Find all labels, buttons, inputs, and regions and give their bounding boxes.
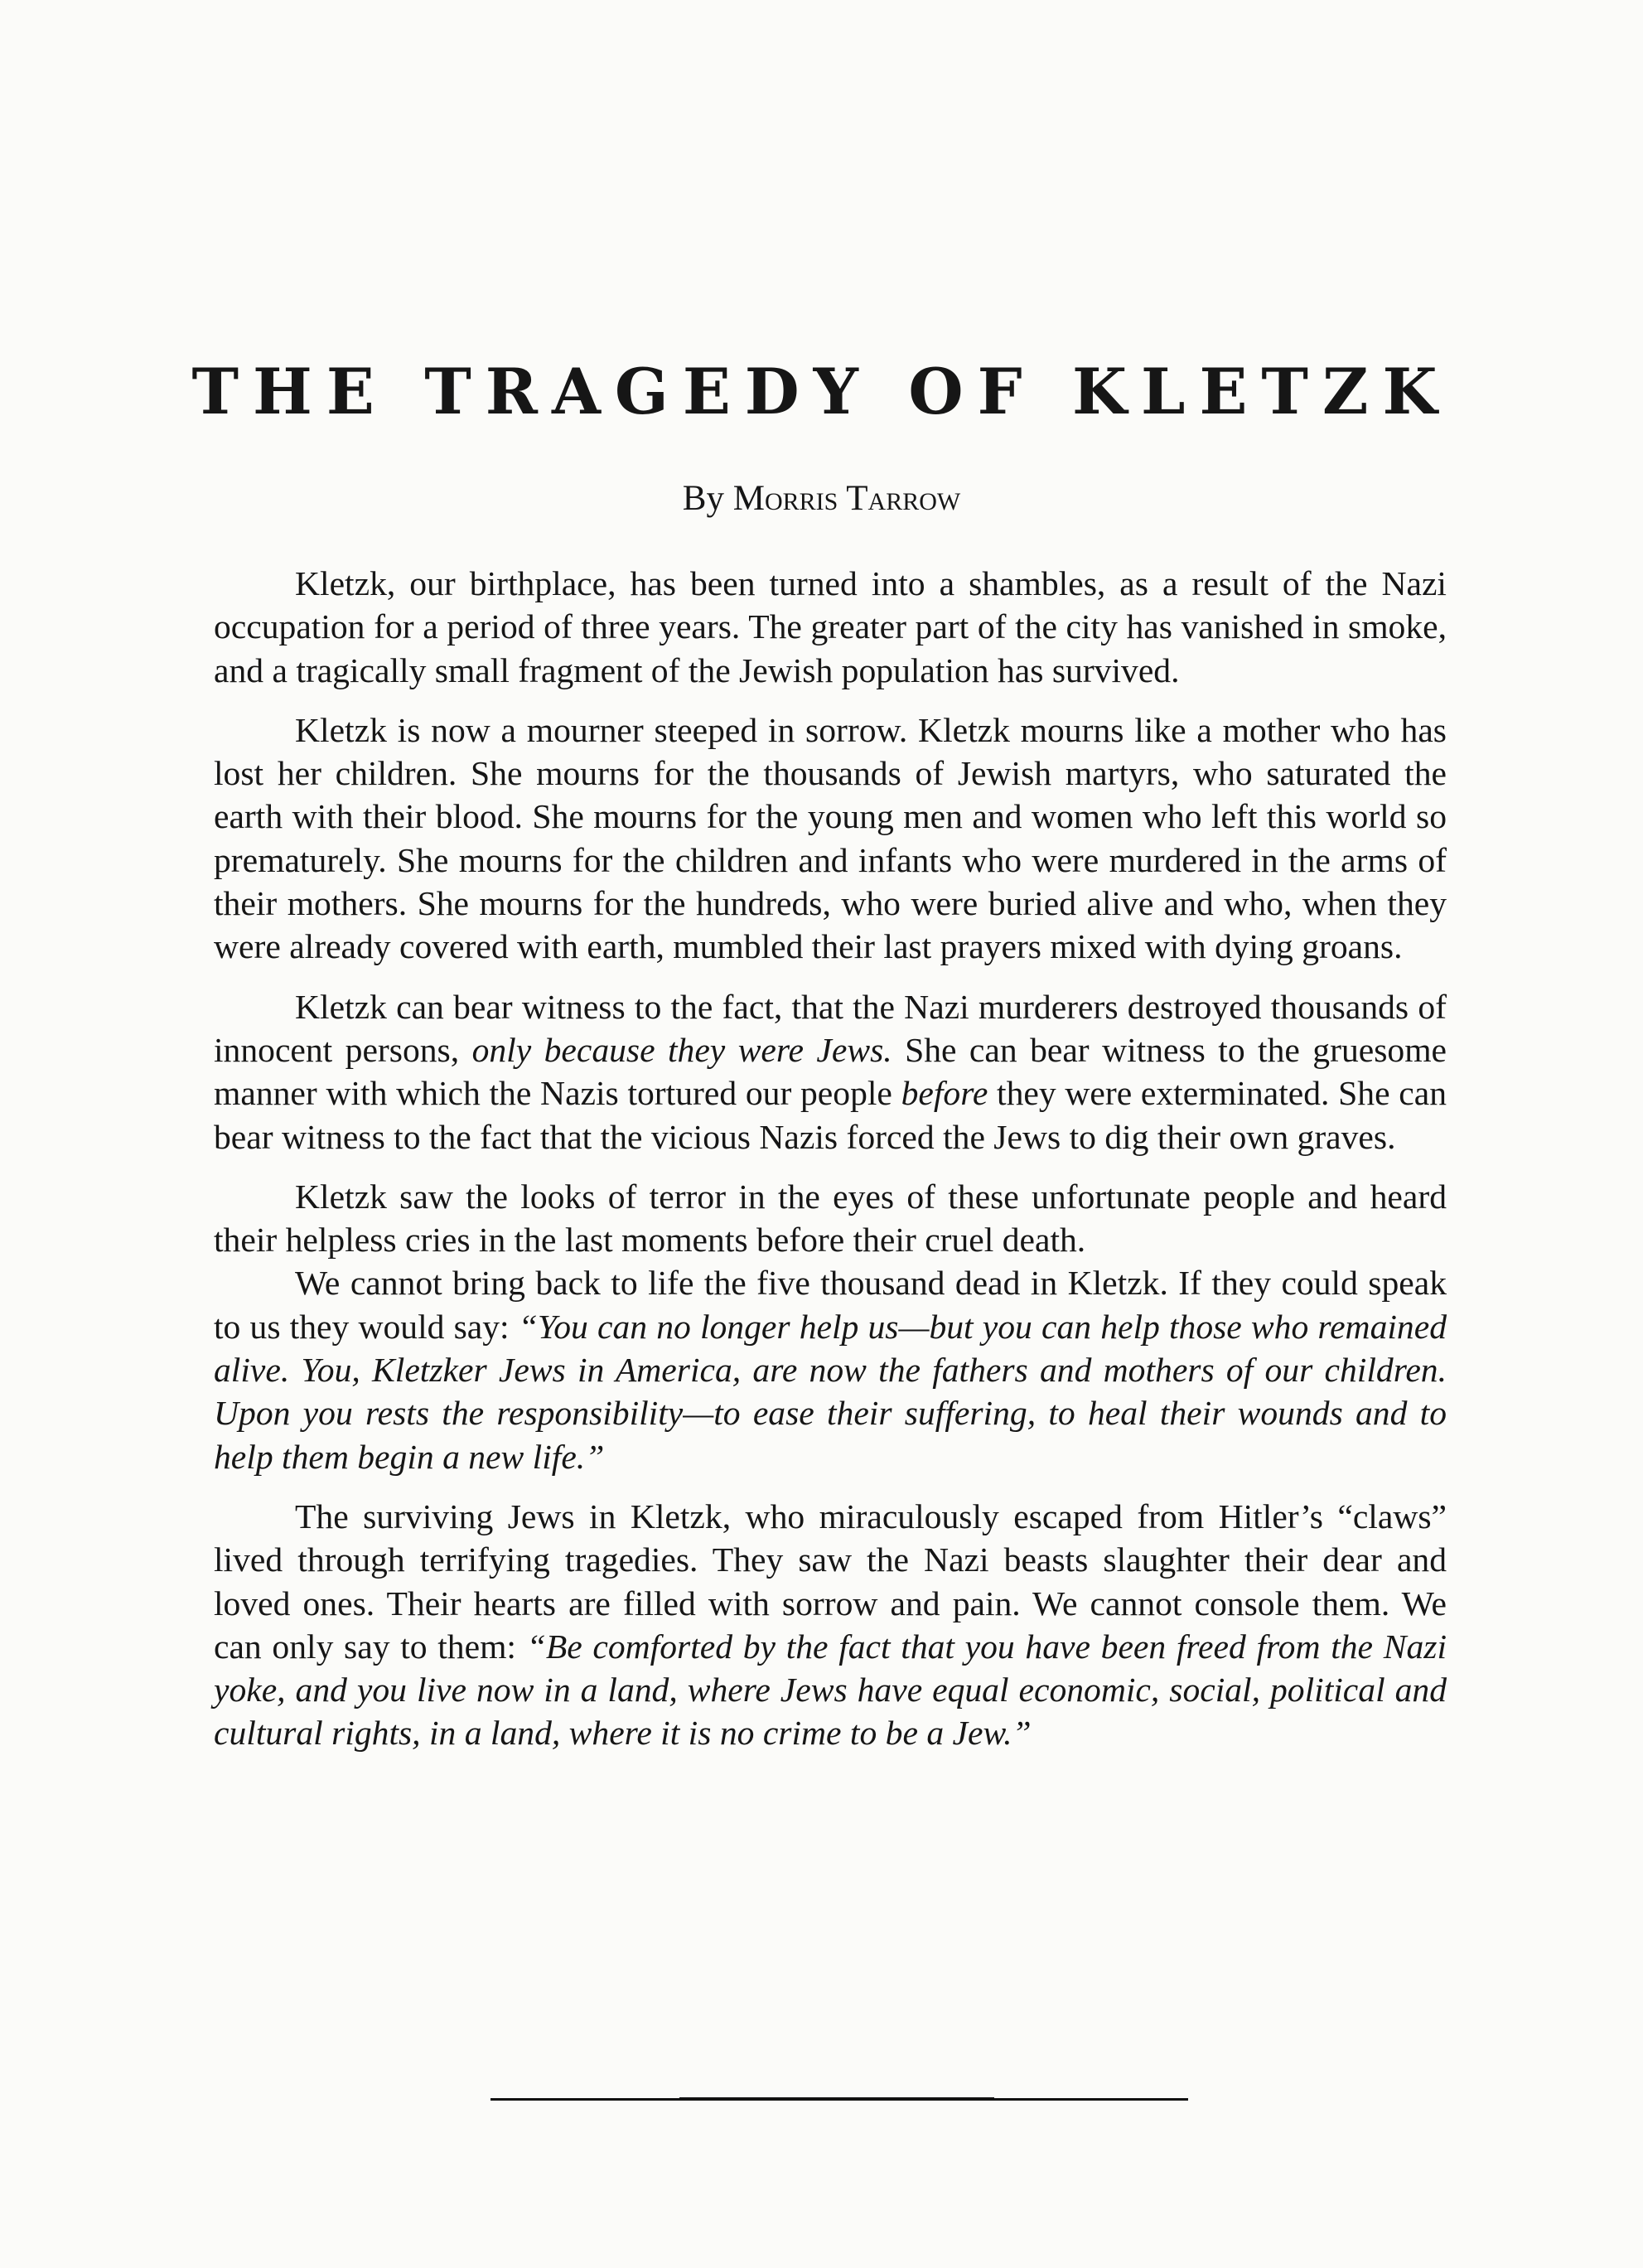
paragraph-1-text: Kletzk, our birthplace, has been turned into a shambles, as a result of the Nazi occupation for a period of three years. The greater part of the city has vanished in smoke, and a tragically small fragment of the Jewish population has survived. bbox=[214, 564, 1447, 689]
byline bbox=[0, 481, 1643, 516]
paragraph-3-emphasis-b: before bbox=[901, 1074, 988, 1113]
article-title: THE TRAGEDY OF KLETZK bbox=[191, 355, 1452, 428]
paragraph-3 bbox=[214, 985, 1447, 1158]
byline-author: Morris Tarrow bbox=[732, 479, 961, 518]
paragraph-5-quote: “You can no longer help us—but you can help those who remained alive. You, Kletzker Jews in America, are now the fathers and mothers of our children. Upon you rests the responsibility—to ease their suffering, to heal their wounds and to help them begin a new life.” bbox=[214, 1307, 1447, 1476]
paragraph-5 bbox=[214, 1261, 1447, 1477]
paragraph-3-emphasis-a: only because they were Jews. bbox=[471, 1030, 892, 1069]
article-body bbox=[214, 562, 1447, 1755]
paragraph-4-text: Kletzk saw the looks of terror in the eyes of these unfortunate people and heard their helpless cries in the last moments before their cruel death. bbox=[214, 1177, 1447, 1260]
paragraph-6 bbox=[214, 1495, 1447, 1755]
paragraph-5-text: We cannot bring back to life the five thousand dead in Kletzk. If they could speak to us they would say: bbox=[214, 1264, 1447, 1346]
paragraph-2 bbox=[214, 708, 1447, 969]
paragraph-3-text-c: they were exterminated. She can bear witness to the fact that the vicious Nazis forced the Jews to dig their own graves. bbox=[214, 1074, 1447, 1156]
paragraph-6-text: The surviving Jews in Kletzk, who miraculously escaped from Hitler’s “claws” lived through terrifying tragedies. They saw the Nazi beasts slaughter their dear and loved ones. Their hearts are filled with sorrow and pain. We cannot console them. We can only say to them: bbox=[214, 1497, 1447, 1666]
paragraph-1 bbox=[214, 562, 1447, 692]
paragraph-3-text-b: She can bear witness to the gruesome manner with which the Nazis tortured our people bbox=[214, 1030, 1447, 1113]
paragraph-6-quote: “Be comforted by the fact that you have been freed from the Nazi yoke, and you live now in a land, where Jews have equal economic, social, political and cultural rights, in a land, where it is no crime to be a Jew.” bbox=[214, 1627, 1447, 1753]
paragraph-4 bbox=[214, 1175, 1447, 1262]
paragraph-3-text-a: Kletzk can bear witness to the fact, that the Nazi murderers destroyed thousands of innocent persons, bbox=[214, 987, 1447, 1069]
closing-rule-thick-center bbox=[679, 2097, 994, 2100]
paragraph-2-text: Kletzk is now a mourner steeped in sorrow. Kletzk mourns like a mother who has lost her children. She mourns for the thousands of Jewish martyrs, who saturated the earth with their blood. She mourns for the young men and women who left this world so prematurely. She mourns for the children and infants who were murdered in the arms of their mothers. She mourns for the hundreds, who were buried alive and who, when they were already covered with earth, mumbled their last prayers mixed with dying groans. bbox=[214, 710, 1447, 966]
byline-prefix: By bbox=[682, 479, 724, 518]
